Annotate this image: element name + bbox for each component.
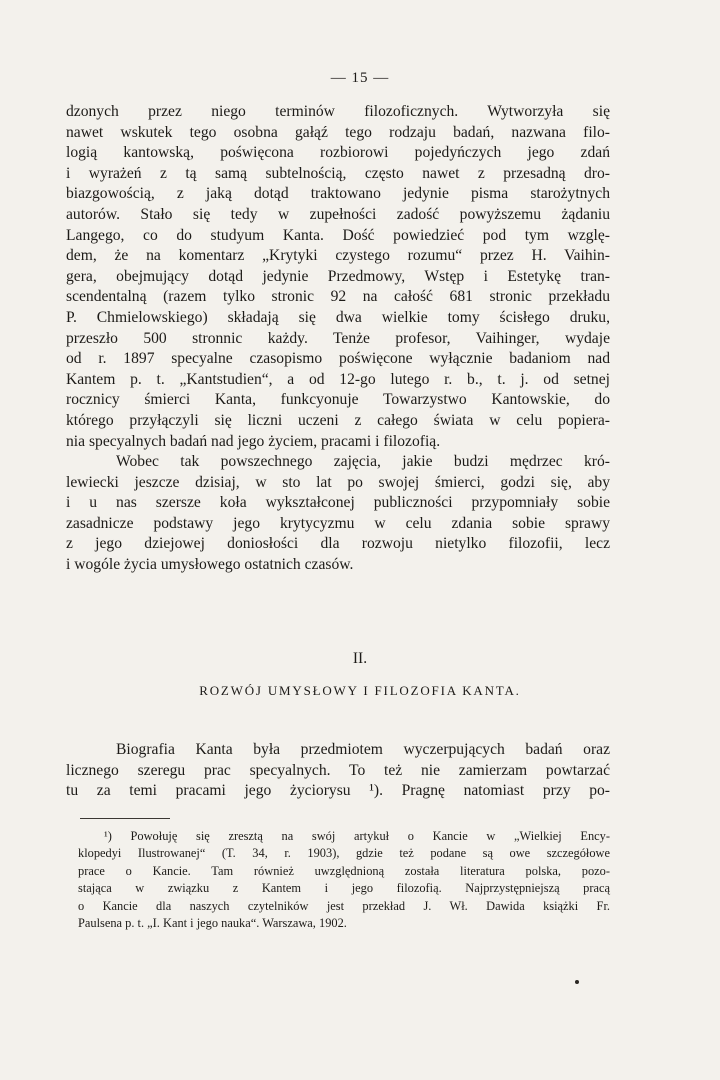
text-line: zasadnicze podstawy jego krytycyzmu w celu zdania sobie sprawy: [66, 514, 610, 532]
text-line: autorów. Stało się tedy w zupełności zadość powyższemu żądaniu: [66, 205, 610, 223]
section-number: II.: [352, 650, 368, 667]
text-line: logią kantowską, poświęcona rozbiorowi pojedyńczych jego zdań: [66, 144, 610, 162]
text-line: nawet wskutek tego osobna gałąź tego rodzaju badań, nazwana filo-: [66, 123, 610, 141]
footnote-line: klopedyi Ilustrowanej“ (T. 34, r. 1903), gdzie też podane są owe szczegółowe: [78, 846, 610, 861]
ink-speck: [575, 980, 579, 984]
text-line: Kantem p. t. „Kantstudien“, a od 12-go lutego r. b., t. j. od setnej: [66, 370, 610, 388]
text-line: i wyrażeń z tą samą subtelnością, często nawet z przesadną dro-: [66, 164, 610, 182]
text-line: dem, że na komentarz „Krytyki czystego rozumu“ przez H. Vaihin-: [66, 247, 610, 265]
text-line: licznego szeregu prac specyalnych. To też nie zamierzam powtarzać: [66, 761, 610, 779]
footnote-line: Paulsena p. t. „I. Kant i jego nauka“. Warszawa, 1902.: [78, 915, 347, 930]
text-line: i wogóle życia umysłowego ostatnich czasów.: [66, 556, 354, 574]
text-line: Biografia Kanta była przedmiotem wyczerpujących badań oraz: [116, 741, 610, 758]
text-line: Wobec tak powszechnego zajęcia, jakie budzi mędrzec kró-: [116, 453, 610, 471]
text-line: przeszło 500 stronnic każdy. Tenże profesor, Vaihinger, wydaje: [66, 329, 610, 347]
footnote-line: stająca w związku z Kantem i jego filozofią. Najprzystępniejszą pracą: [78, 881, 610, 896]
main-text: [66, 102, 610, 576]
text-line: scendentalną (razem tylko stronic 92 na całość 681 stronic przekładu: [66, 288, 610, 306]
footnote-line: prace o Kancie. Tam również uwzględnioną została literatura polska, pozo-: [78, 863, 610, 878]
text-line: od r. 1897 specyalne czasopismo poświęcone wyłącznie badaniom nad: [66, 350, 610, 368]
text-line: Langego, co do studyum Kanta. Dość powiedzieć pod tym wzglę-: [66, 226, 610, 244]
text-line: P. Chmielowskiego) składają się dwa wielkie tomy ścisłego druku,: [66, 308, 610, 326]
text-line: rocznicy śmierci Kanta, funkcyonuje Towarzystwo Kantowskie, do: [66, 391, 610, 409]
footnote-line: ¹) Powołuję się zresztą na swój artykuł o Kancie w „Wielkiej Ency-: [104, 829, 610, 843]
text-line: którego przyłączyli się liczni uczeni z całego świata w celu popiera-: [66, 411, 610, 429]
text-line: i u nas szersze koła wykształconej publiczności przypomniały sobie: [66, 494, 610, 512]
text-line: gera, obejmujący dotąd jedynie Przedmowy, Wstęp i Estetykę tran-: [66, 267, 610, 285]
text-line: lewiecki jeszcze dzisiaj, w sto lat po swojej śmierci, godzi się, aby: [66, 473, 610, 491]
section-text: [66, 740, 610, 802]
text-line: dzonych przez niego terminów filozoficznych. Wytworzyła się: [66, 103, 610, 120]
footnote-rule: [80, 818, 170, 819]
section-title: ROZWÓJ UMYSŁOWY I FILOZOFIA KANTA.: [199, 683, 521, 698]
text-line: nia specyalnych badań nad jego życiem, pracami i filozofią.: [66, 432, 441, 450]
text-line: z jego dziejowej doniosłości dla rozwoju nietylko filozofii, lecz: [66, 535, 610, 553]
text-line: biazgowością, z jaką dotąd traktowano jedynie pisma starożytnych: [66, 185, 610, 203]
page-number: — 15 —: [330, 70, 390, 86]
footnote-line: o Kancie dla naszych czytelników jest przekład J. Wł. Dawida książki Fr.: [78, 898, 610, 913]
text-line: tu za temi pracami jego życiorysu ¹). Pragnę natomiast przy po-: [66, 782, 610, 800]
footnote: [78, 828, 610, 932]
